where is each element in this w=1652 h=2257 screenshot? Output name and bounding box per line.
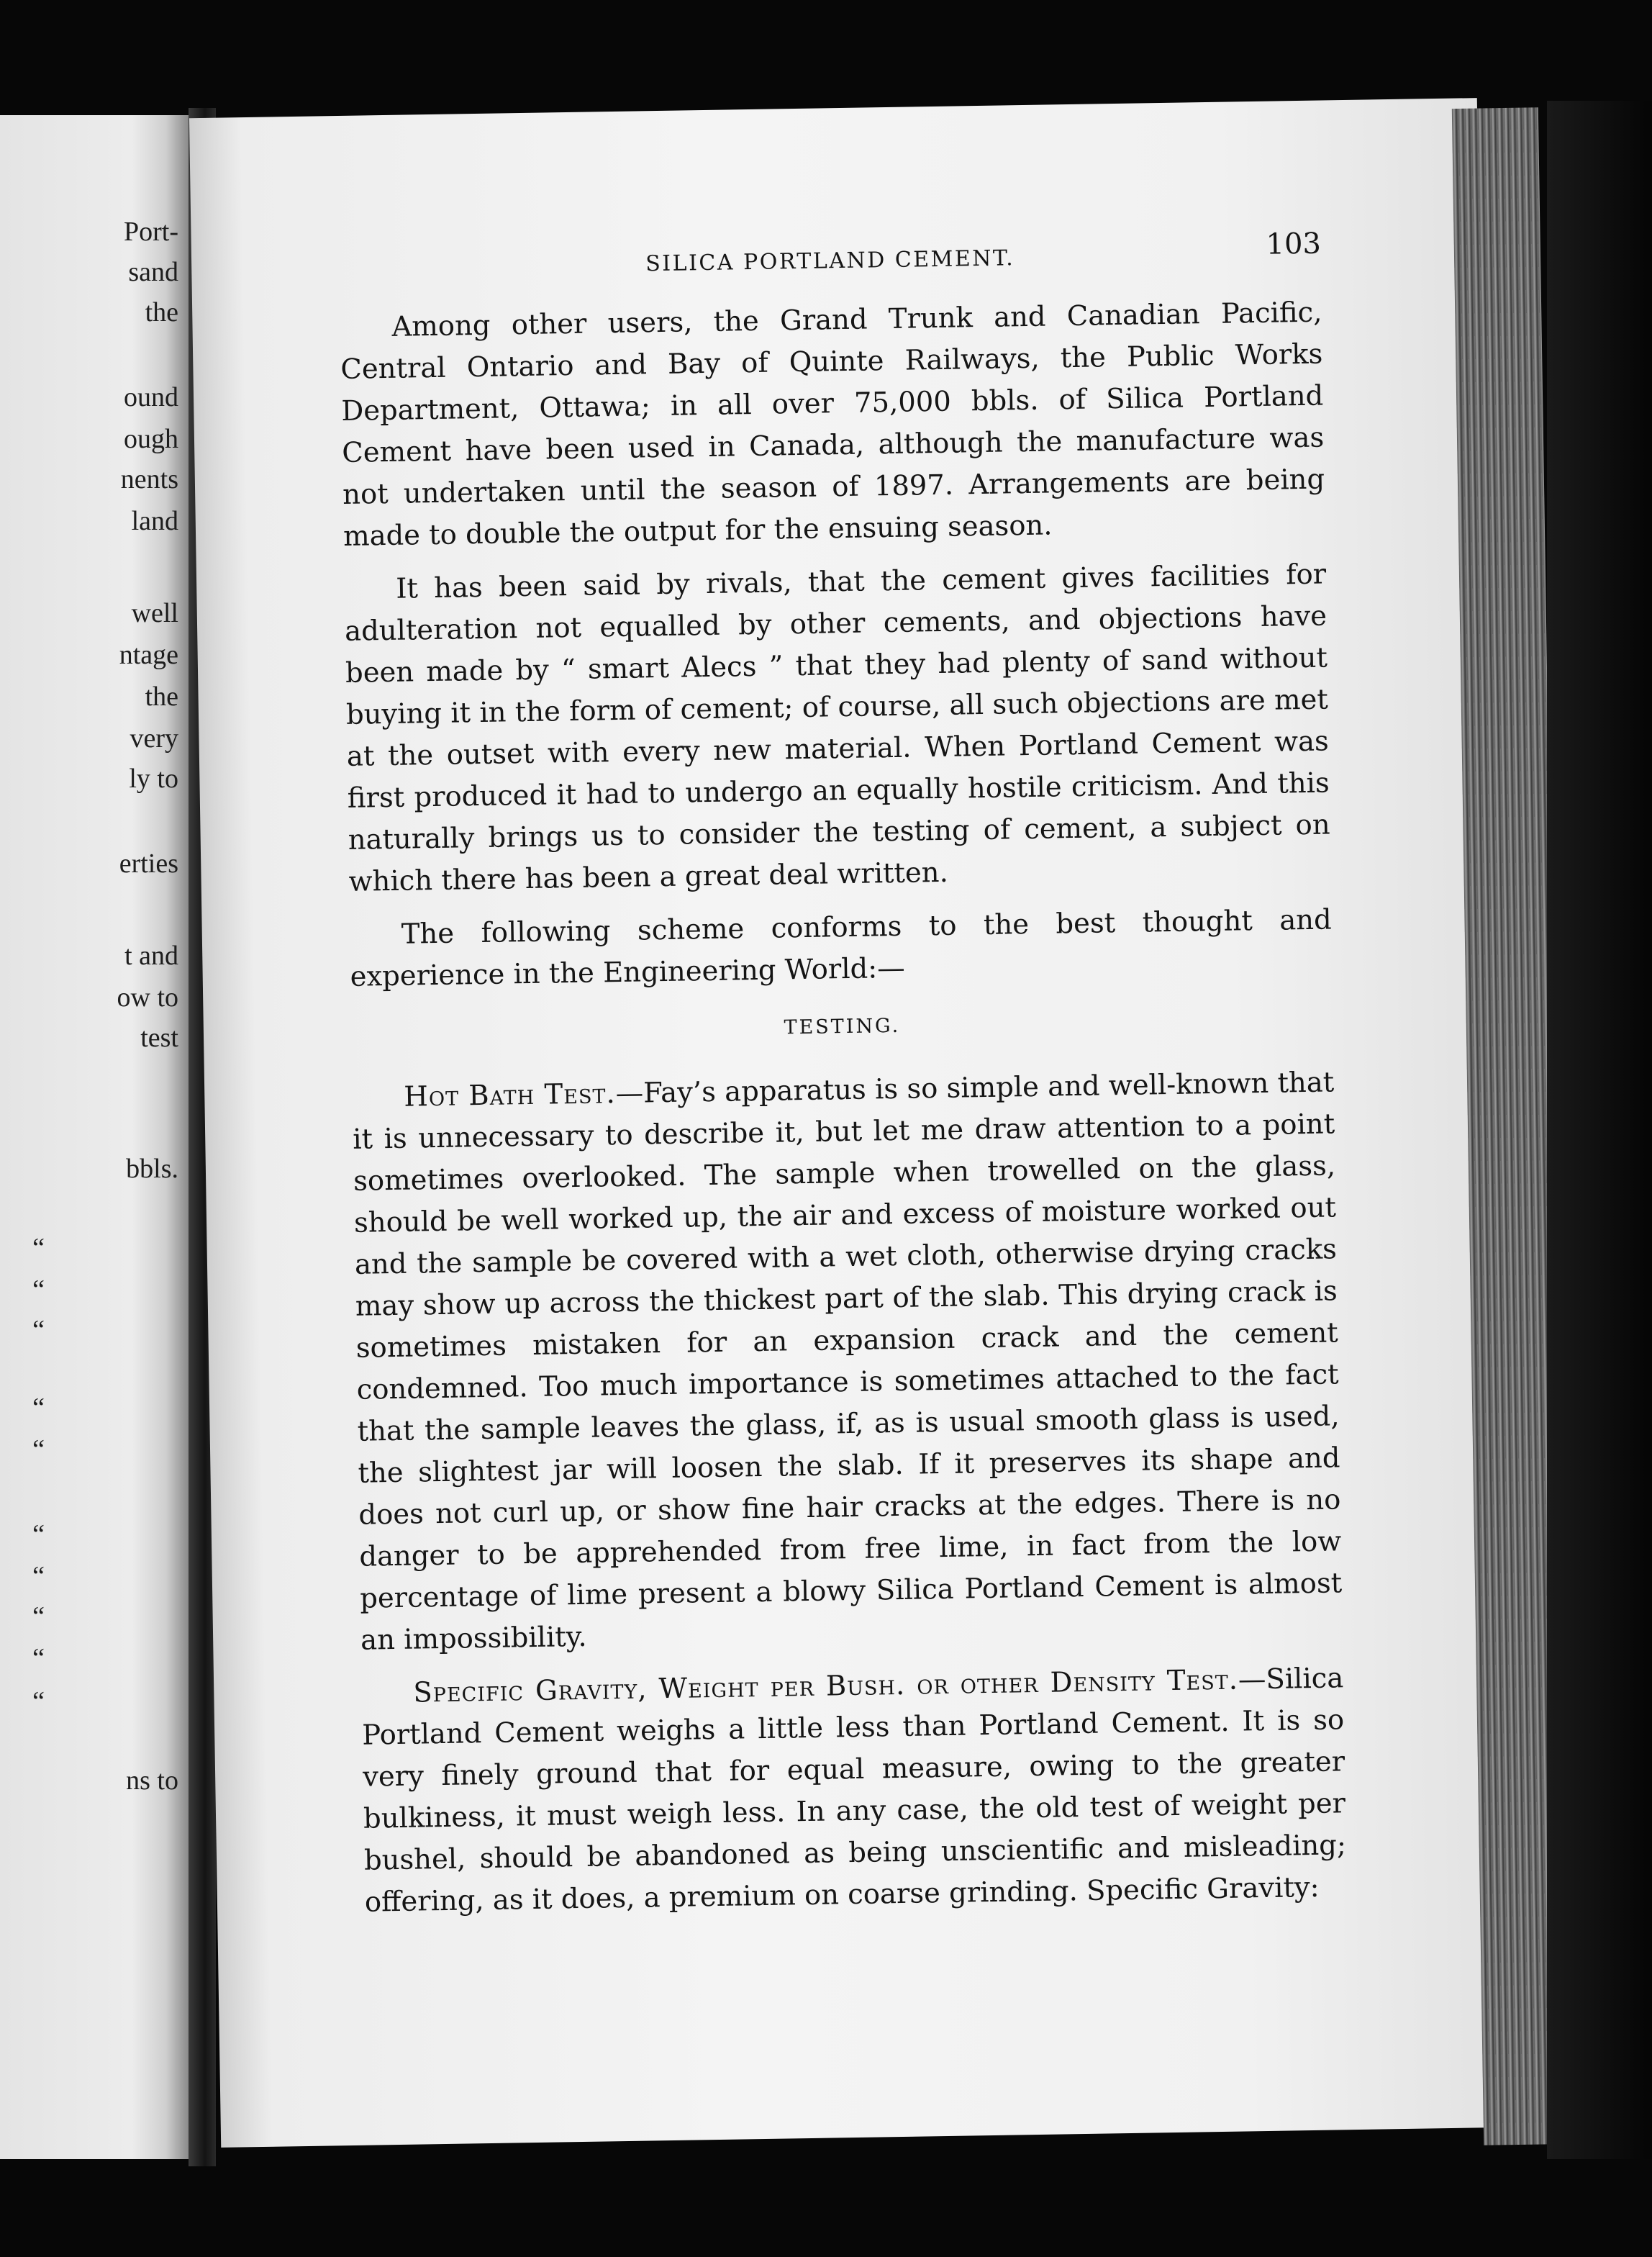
facing-page-fragment: ough bbox=[124, 424, 178, 454]
facing-page-fragment: the bbox=[145, 682, 178, 712]
facing-page-fragment: “ bbox=[32, 1233, 45, 1263]
facing-page-fragment: test bbox=[140, 1023, 178, 1053]
facing-page-fragment: “ bbox=[32, 1275, 45, 1305]
facing-page-fragment: very bbox=[130, 723, 178, 754]
facing-page-fragment: bbls. bbox=[126, 1154, 178, 1184]
running-head bbox=[339, 223, 1322, 289]
specific-gravity-text: —Silica Portland Cement weighs a little less than Portland Cement. It is so very finely ground that for equal measure, owing to the greater bulkiness, it must weigh less. In any case, the old test of weight per bushel, should be abandoned as being unscientific and misleading; offering, as it does, a premium on coarse grinding. Specific Gravity: bbox=[361, 1662, 1347, 1919]
facing-page-fragment: ound bbox=[124, 382, 178, 412]
facing-page-fragment: Port- bbox=[124, 217, 178, 247]
facing-page-fragment: “ bbox=[32, 1686, 45, 1717]
facing-page-fragment: ow to bbox=[117, 982, 178, 1013]
specific-gravity-lead: Specific Gravity, Weight per Bush. or other Density Test. bbox=[413, 1663, 1239, 1709]
facing-page-fragment: erties bbox=[119, 849, 178, 879]
facing-page bbox=[0, 115, 189, 2159]
facing-page-fragment: “ bbox=[32, 1643, 45, 1673]
facing-page-fragment: sand bbox=[128, 257, 178, 287]
facing-page-fragment: ns to bbox=[126, 1765, 178, 1796]
facing-page-fragment: ly to bbox=[129, 764, 178, 794]
facing-page-fragment: “ bbox=[32, 1601, 45, 1632]
hot-bath-text: —Fay’s apparatus is so simple and well-known that it is unnecessary to describe it, but let me draw attention to a point sometimes overlooked. The sample when trowelled on the glass, should be well worked up, the air and excess of moisture worked out and the sample be covered with a wet cloth, otherwise drying cracks may show up across the thickest part of the slab. This drying crack is sometimes mistaken for an expansion crack and the cement condemned. Too much importance is sometimes attached to the fact that the sample leaves the glass, if, as is usual smooth glass is used, the slightest jar will loosen the slab. If it preserves its shape and does not curl up, or show fine hair cracks at the edges. There is no danger to be apprehended from free lime, in fact from the low percentage of lime present a blowy Silica Portland Cement is almost an impossibility. bbox=[352, 1066, 1343, 1657]
page-content bbox=[339, 223, 1348, 1935]
section-heading: TESTING. bbox=[784, 1014, 901, 1039]
facing-page-fragment: t and bbox=[124, 941, 178, 971]
hot-bath-lead: Hot Bath Test. bbox=[404, 1077, 616, 1113]
facing-page-fragment: ntage bbox=[119, 640, 178, 670]
paragraph-users: Among other users, the Grand Trunk and Canadian Pacific, Central Ontario and Bay of Quinte Railways, the Public Works Department, Ottawa; in all over 75,000 bbls. of Silica Portland Cement have been used in Canada, although the manufacture was not undertaken until the season of 1897. Arrangements are being made to double the output for the ensuing season. bbox=[340, 296, 1325, 553]
running-head-title: SILICA PORTLAND CEMENT. bbox=[645, 245, 1015, 277]
paragraph-hot-bath bbox=[352, 1062, 1343, 1661]
facing-page-fragment: “ bbox=[32, 1315, 45, 1345]
book-page bbox=[189, 98, 1509, 2148]
facing-page-fragment: well bbox=[131, 598, 178, 628]
facing-page-fragment: “ bbox=[32, 1434, 45, 1465]
page-number: 103 bbox=[1266, 227, 1322, 261]
facing-page-fragment: the bbox=[145, 297, 178, 327]
facing-page-fragment: “ bbox=[32, 1561, 45, 1591]
facing-page-fragment: “ bbox=[32, 1519, 45, 1550]
paragraph-scheme: The following scheme conforms to the best thought and experience in the Engineering World:— bbox=[350, 903, 1333, 993]
paragraph-specific-gravity bbox=[361, 1657, 1347, 1923]
paragraph-rivals: It has been said by rivals, that the cement gives facilities for adulteration not equalled by other cements, and objections have been made by “ smart Alecs ” that they had plenty of sand without buying it in the form of cement; of course, all such objections are met at the outset with every new material. When Portland Cement was first produced it had to undergo an equally hostile criticism. And this naturally brings us to consider the testing of cement, a subject on which there has been a great deal written. bbox=[344, 558, 1330, 898]
facing-page-fragment: “ bbox=[32, 1393, 45, 1423]
book-cover-edge bbox=[1547, 101, 1652, 2159]
facing-page-fragment: land bbox=[131, 506, 178, 536]
facing-page-fragment: nents bbox=[120, 464, 178, 494]
